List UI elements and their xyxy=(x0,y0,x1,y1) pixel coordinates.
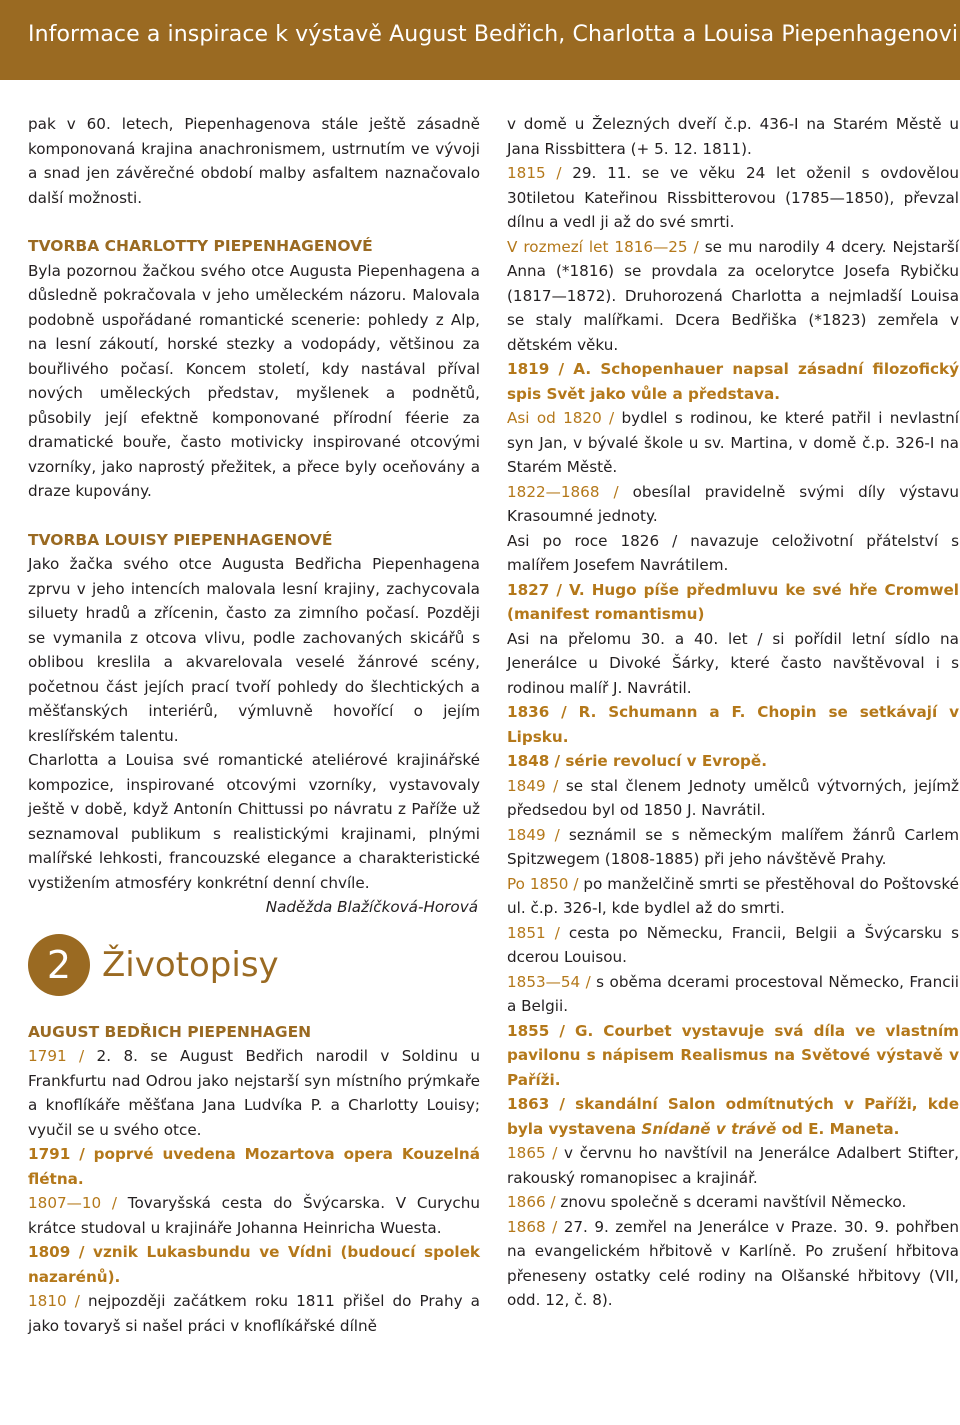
august-heading: AUGUST BEDŘICH PIEPENHAGEN xyxy=(28,1022,312,1041)
timeline-entry xyxy=(507,872,959,921)
timeline-entry xyxy=(507,235,959,358)
left-column xyxy=(28,112,480,1338)
timeline-entry-highlight: 1819 / A. Schopenhauer napsal zásadní filozofický spis Svět jako vůle a představa. xyxy=(507,360,959,403)
entry-emphasis: Snídaně v trávě xyxy=(641,1119,777,1138)
entry-text: seznámil se s německým malířem žánrů Carlem Spitzwegem (1808-1885) při jeho návštěvě Prahy. xyxy=(507,825,959,868)
closing-paragraph: Charlotta a Louisa své romantické ateliérové krajinářské kompozice, inspirované otcovými vzorníky, vystavovaly ještě v době, když Antonín Chittussi po návratu z Paříže už seznamoval publikum s realistickými krajinami, plnými malířské lehkosti, francouzské elegance a charakteristické vystižením atmosféry konkrétní denní chvíle. xyxy=(28,751,480,892)
right-column xyxy=(507,112,959,1313)
entry-date: Po 1850 / xyxy=(507,874,579,893)
timeline-entry xyxy=(507,406,959,480)
timeline-entry xyxy=(507,970,959,1019)
entry-date: 1866 / xyxy=(507,1193,556,1211)
entry-text: 27. 9. zemřel na Jenerálce v Praze. 30. 9. pohřben na evangelickém hřbitově v Karlíně. Po zrušení hřbitova přeneseny ostatky celé rodiny na Olšanské hřbitovy (VII, odd. 12, č. 8). xyxy=(507,1217,959,1309)
intro-paragraph: pak v 60. letech, Piepenhagenova stále ještě zásadně komponovaná krajina anachronismem, ustrnutím ve vývoji a snad jen závěrečné období malby asfaltem naznačovalo další možnosti. xyxy=(28,115,480,207)
entry-text: 1863 / skandální Salon odmítnutých v Paříži, kde byla vystavena xyxy=(507,1095,959,1138)
entry-text: se stal členem Jednoty umělců výtvorných, jejímž předsedou byl od 1850 J. Navrátil. xyxy=(507,776,959,819)
timeline-entry-highlight xyxy=(507,1092,959,1141)
timeline-entry xyxy=(507,921,959,970)
timeline-entry xyxy=(28,1044,480,1142)
entry-date: 1865 / xyxy=(507,1144,558,1162)
timeline-entry xyxy=(507,1141,959,1190)
entry-date: 1807—10 / xyxy=(28,1194,118,1212)
timeline-entry xyxy=(507,480,959,529)
author-signature: Naděžda Blažíčková-Horová xyxy=(265,898,478,916)
biographies-heading xyxy=(28,934,480,996)
louisa-heading: TVORBA LOUISY PIEPENHAGENOVÉ xyxy=(28,530,333,549)
entry-text: bydlel s rodinou, ke které patřil i nevlastní syn Jan, v bývalé škole u sv. Martina, v domě č.p. 326-I na Starém Městě. xyxy=(507,409,959,476)
entry-text: 29. 11. se ve věku 24 let oženil s ovdovělou 30tiletou Kateřinou Rissbitterovou (1785—1850), převzal dílnu a vedl ji až do své smrti. xyxy=(507,164,959,231)
page-header xyxy=(0,0,960,80)
entry-date: 1851 / xyxy=(507,923,560,942)
entry-date: 1815 / xyxy=(507,164,562,182)
page-title: Informace a inspirace k výstavě August Bedřich, Charlotta a Louisa Piepenhagenovi xyxy=(28,22,959,47)
entry-date: 1868 / xyxy=(507,1217,558,1236)
entry-text: po manželčině smrti se přestěhoval do Poštovské ul. č.p. 326-I, kde bydlel až do smrti. xyxy=(507,874,959,917)
timeline-entry: Asi po roce 1826 / navazuje celoživotní přátelství s malířem Josefem Navrátilem. xyxy=(507,531,959,574)
entry-text: Tovaryšská cesta do Švýcarska. V Curychu krátce studoval u krajináře Johanna Heinricha Wuesta. xyxy=(28,1194,480,1237)
entry-date: V rozmezí let 1816—25 / xyxy=(507,237,699,256)
entry-date: 1810 / xyxy=(28,1292,80,1310)
timeline-entry-highlight: 1836 / R. Schumann a F. Chopin se setkávají v Lipsku. xyxy=(507,703,959,746)
timeline-entry xyxy=(507,1215,959,1313)
charlotta-heading: TVORBA CHARLOTTY PIEPENHAGENOVÉ xyxy=(28,237,373,255)
timeline-entry: Asi na přelomu 30. a 40. let / si pořídil letní sídlo na Jenerálce u Divoké Šárky, které často navštěvoval i s rodinou malíř J. Navrátil. xyxy=(507,629,959,697)
entry-text: obesílal pravidelně svými díly výstavu Krasoumné jednoty. xyxy=(507,482,959,525)
timeline-entry-highlight: 1809 / vznik Lukasbundu ve Vídni (budoucí spolek nazarénů). xyxy=(28,1243,480,1286)
entry-date: 1849 / xyxy=(507,776,559,795)
entry-date: 1822—1868 / xyxy=(507,482,619,501)
charlotta-paragraph: Byla pozornou žačkou svého otce Augusta Piepenhagena a důsledně pokračovala v jeho uměleckém názoru. Malovala podobně uspořádané romantické scenerie: pohledy z Alp, na lesní zákoutí, horské stezky a vodopády, většinou za bouřlivého počasí. Koncem století, kdy nastával příval nových uměleckých představ, myšlenek a podnětů, působily její efektně komponované přírodní féerie za dramatické bouře, často motivicky inspirované otcovými vzorníky, jako naprostý přežitek, a přece byly oceňovány a draze kupovány. xyxy=(28,261,480,500)
entry-text: s oběma dcerami procestoval Německo, Francii a Belgii. xyxy=(507,972,959,1015)
entry-text: se mu narodily 4 dcery. Nejstarší Anna (*1816) se provdala za ocelorytce Josefa Rybičku (1817—1872). Druhorozená Charlotta a nejmladší Louisa se staly malířkami. Dcera Bedřiška (*1823) zemřela v dětském věku. xyxy=(507,237,959,354)
timeline-entry: v domě u Železných dveří č.p. 436-I na Starém Městě u Jana Rissbittera (+ 5. 12. 1811). xyxy=(507,115,959,158)
section-title: Životopisy xyxy=(102,944,279,985)
entry-text: nejpozději začátkem roku 1811 přišel do Prahy a jako tovaryš si našel práci v knoflíkářské dílně xyxy=(28,1292,480,1335)
entry-date: 1849 / xyxy=(507,825,560,844)
timeline-entry-highlight: 1848 / série revolucí v Evropě. xyxy=(507,752,767,770)
timeline-entry-highlight: 1791 / poprvé uvedena Mozartova opera Kouzelná flétna. xyxy=(28,1145,480,1188)
section-number-badge: 2 xyxy=(28,934,90,996)
timeline-entry xyxy=(507,161,959,235)
entry-text: 2. 8. se August Bedřich narodil v Soldinu u Frankfurtu nad Odrou jako nejstarší syn místního prýmkaře a knoflíkáře měšťana Jana Ludvíka P. a Charlotty Louisy; vyučil se u svého otce. xyxy=(28,1047,480,1139)
timeline-entry-highlight: 1855 / G. Courbet vystavuje svá díla ve vlastním pavilonu s nápisem Realismus na Světové výstavě v Paříži. xyxy=(507,1021,959,1089)
timeline-entry xyxy=(28,1289,480,1338)
timeline-entry xyxy=(507,774,959,823)
louisa-paragraph: Jako žačka svého otce Augusta Bedřicha Piepenhagena zprvu v jeho intencích malovala lesní krajiny, zachycovala siluety hradů a zřícenin, často za zimního počasí. Později se vymanila z otcova vlivu, podle zachovaných skicářů s oblibou kreslila a akvarelovala veselé žánrové scény, početnou část jejích prací tvoří pohledy do šlechtických a měšťanských interiérů, výmluvně hovořící o jejím kreslířském talentu. xyxy=(28,555,480,745)
entry-text: od E. Maneta. xyxy=(776,1119,900,1138)
entry-text: cesta po Německu, Francii, Belgii a Švýcarsku s dcerou Louisou. xyxy=(507,923,959,966)
timeline-entry-highlight: 1827 / V. Hugo píše předmluvu ke své hře Cromwel (manifest romantismu) xyxy=(507,580,959,623)
entry-text: znovu společně s dcerami navštívil Německo. xyxy=(555,1193,907,1211)
entry-text: v červnu ho navštívil na Jenerálce Adalbert Stifter, rakouský romanopisec a krajinář. xyxy=(507,1144,959,1187)
timeline-entry xyxy=(28,1191,480,1240)
entry-date: 1791 / xyxy=(28,1047,85,1065)
timeline-entry xyxy=(507,823,959,872)
timeline-entry xyxy=(507,1190,959,1215)
entry-date: 1853—54 / xyxy=(507,972,591,991)
entry-date: Asi od 1820 / xyxy=(507,409,615,427)
